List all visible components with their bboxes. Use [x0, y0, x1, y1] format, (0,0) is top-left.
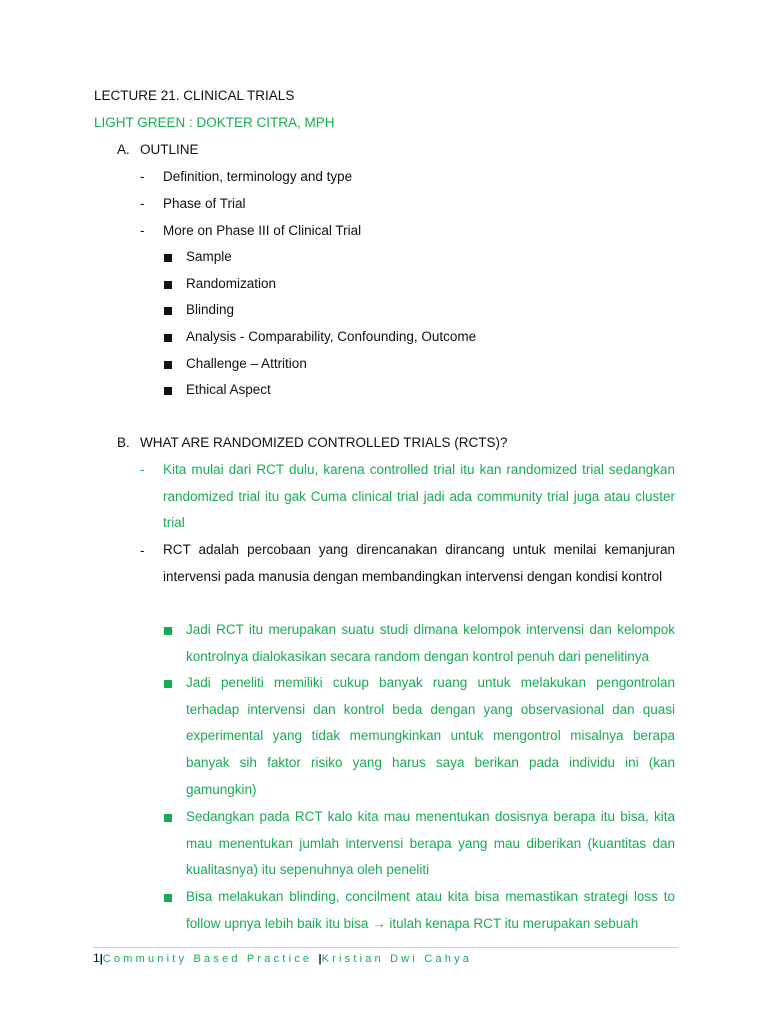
square-bullet-icon: [164, 627, 172, 635]
outline-subitem: Challenge – Attrition: [186, 356, 307, 371]
footer-author-separator: |: [318, 953, 322, 965]
rct-subparagraph-3: Sedangkan pada RCT kalo kita mau menentukan dosisnya berapa itu bisa, kita mau menentukan jumlah intervensi berapa yang mau diberikan (kuantitas dan kualitasnya) itu sepenuhnya oleh peneliti: [186, 809, 675, 878]
outline-item: Phase of Trial: [163, 196, 246, 211]
square-bullet-icon: [164, 254, 172, 262]
lecture-title: LECTURE 21. CLINICAL TRIALS: [94, 88, 295, 103]
footer-author: Kristian Dwi Cahya: [321, 953, 473, 965]
rct-paragraph-2: RCT adalah percobaan yang direncanakan dirancang untuk menilai kemanjuran intervensi pada manusia dengan membandingkan intervensi dengan kondisi kontrol: [163, 542, 675, 584]
outline-subitem: Randomization: [186, 276, 277, 291]
section-a-letter: A.: [117, 142, 130, 157]
outline-subitem: Blinding: [186, 302, 235, 317]
dash-bullet: -: [140, 223, 145, 238]
section-a-heading: OUTLINE: [140, 142, 199, 157]
dash-bullet: -: [140, 462, 145, 477]
square-bullet-icon: [164, 814, 172, 822]
dash-bullet: -: [140, 196, 145, 211]
section-b-heading: WHAT ARE RANDOMIZED CONTROLLED TRIALS (RCTS)?: [140, 435, 508, 450]
dash-bullet: -: [140, 169, 145, 184]
rct-subparagraph-2: Jadi peneliti memiliki cukup banyak ruang untuk melakukan pengontrolan terhadap intervensi dan kontrol beda dengan yang observasional dan quasi experimental yang tidak memungkinkan untuk mengontrol misalnya berapa banyak sih faktor risiko yang harus saya berikan pada individu ini (kan gamungkin): [186, 675, 675, 797]
footer-course: Community Based Practice: [102, 953, 313, 965]
square-bullet-icon: [164, 281, 172, 289]
footer-separator: |: [99, 953, 103, 965]
square-bullet-icon: [164, 334, 172, 342]
rct-subparagraph-1: Jadi RCT itu merupakan suatu studi dimana kelompok intervensi dan kelompok kontrolnya dialokasikan secara random dengan kontrol penuh dari penelitinya: [186, 622, 675, 664]
lecture-subtitle: LIGHT GREEN : DOKTER CITRA, MPH: [94, 115, 335, 130]
section-b-letter: B.: [117, 435, 130, 450]
outline-item: More on Phase III of Clinical Trial: [163, 223, 362, 238]
page-footer: [93, 951, 472, 965]
dash-bullet: -: [140, 543, 145, 558]
square-bullet-icon: [164, 894, 172, 902]
outline-subitem: Analysis - Comparability, Confounding, Outcome: [186, 329, 477, 344]
outline-subitem: Ethical Aspect: [186, 382, 271, 397]
square-bullet-icon: [164, 307, 172, 315]
footer-divider: [93, 947, 678, 948]
outline-subitem: Sample: [186, 249, 232, 264]
rct-paragraph-1: Kita mulai dari RCT dulu, karena controlled trial itu kan randomized trial sedangkan randomized trial itu gak Cuma clinical trial jadi ada community trial juga atau cluster trial: [163, 462, 675, 531]
square-bullet-icon: [164, 680, 172, 688]
rct-subparagraph-4: Bisa melakukan blinding, concilment atau kita bisa memastikan strategi loss to follow upnya lebih baik itu bisa → itulah kenapa RCT itu merupakan sebuah: [186, 889, 675, 931]
square-bullet-icon: [164, 387, 172, 395]
outline-item: Definition, terminology and type: [163, 169, 353, 184]
page-number: 1: [93, 951, 100, 965]
square-bullet-icon: [164, 361, 172, 369]
